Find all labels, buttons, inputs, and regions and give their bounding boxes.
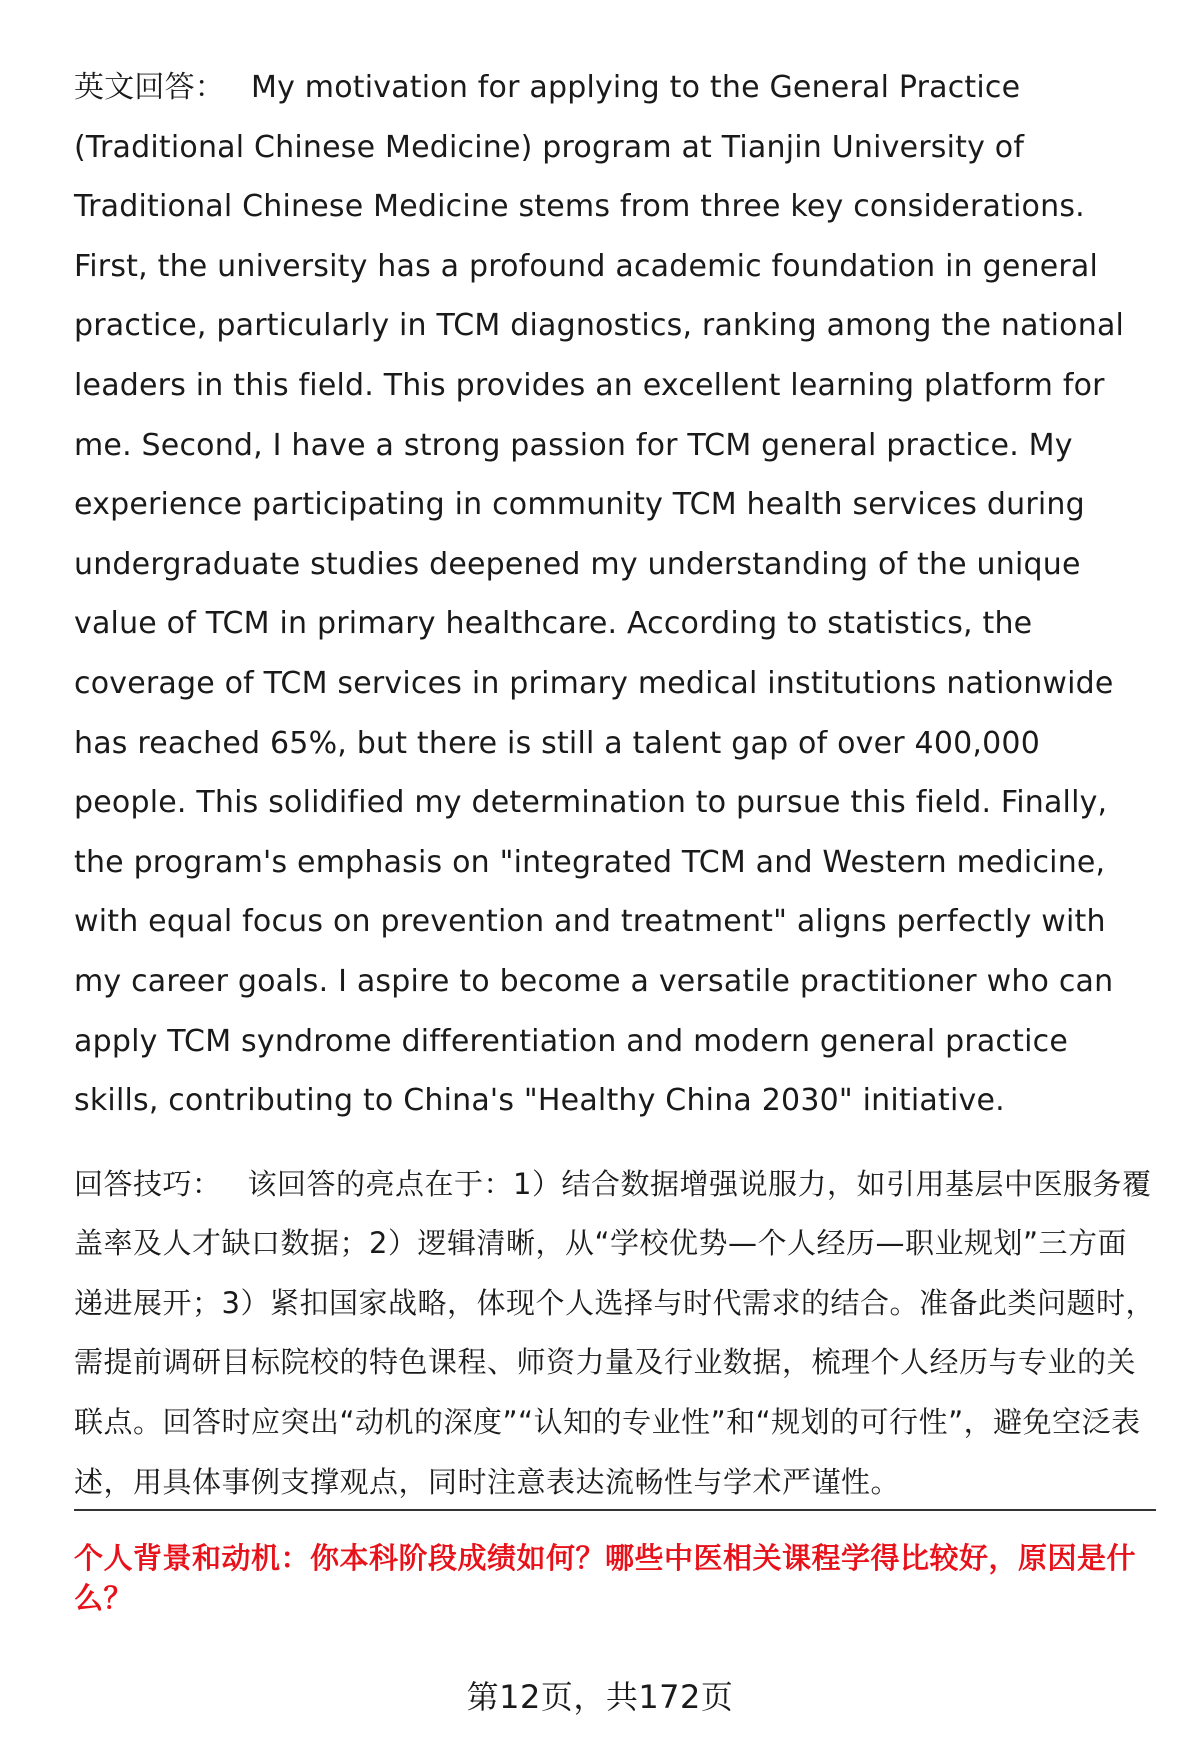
section-divider [74,1509,1156,1511]
answer-tips-label: 回答技巧： [74,1166,222,1201]
answer-tips-text: 该回答的亮点在于：1）结合数据增强说服力，如引用基层中医服务覆盖率及人才缺口数据；2）逻辑清晰，从“学校优势—个人经历—职业规划”三方面递进展开；3）紧扣国家战略，体现个人选择与时代需求的结合。准备此类问题时，需提前调研目标院校的特色课程、师资力量及行业数据，梳理个人经历与专业的关联点。回答时应突出“动机的深度”“认知的专业性”和“规划的可行性”，避免空泛表述，用具体事例支撑观点，同时注意表达流畅性与学术严谨性。 [74,1166,1155,1499]
english-answer-text: My motivation for applying to the General Practice (Traditional Chinese Medicine) program at Tianjin University of Traditional Chinese Medicine stems from three key considerations. First, the university has a profound academic foundation in general practice, particularly in TCM diagnostics, ranking among the national leaders in this field. This provides an excellent learning platform for me. Second, I have a strong passion for TCM general practice. My experience participating in community TCM health services during undergraduate studies deepened my understanding of the unique value of TCM in primary healthcare. According to statistics, the coverage of TCM services in primary medical institutions nationwide has reached 65%, but there is still a talent gap of over 400,000 people. This solidified my determination to pursue this field. Finally, the program's emphasis on "integrated TCM and Western medicine, with equal focus on prevention and treatment" aligns perfectly with my career goals. I aspire to become a versatile practitioner who can apply TCM syndrome differentiation and modern general practice skills, contributing to China's "Healthy China 2030" initiative. [74,70,1125,1119]
english-answer-label: 英文回答： [74,70,225,105]
next-question-heading: 个人背景和动机：你本科阶段成绩如何？哪些中医相关课程学得比较好，原因是什么？ [74,1541,1137,1615]
document-body [74,58,1156,1512]
english-answer-paragraph [74,58,1156,1131]
page-number: 第12页，共172页 [466,1678,734,1716]
answer-tips-paragraph [74,1155,1156,1513]
